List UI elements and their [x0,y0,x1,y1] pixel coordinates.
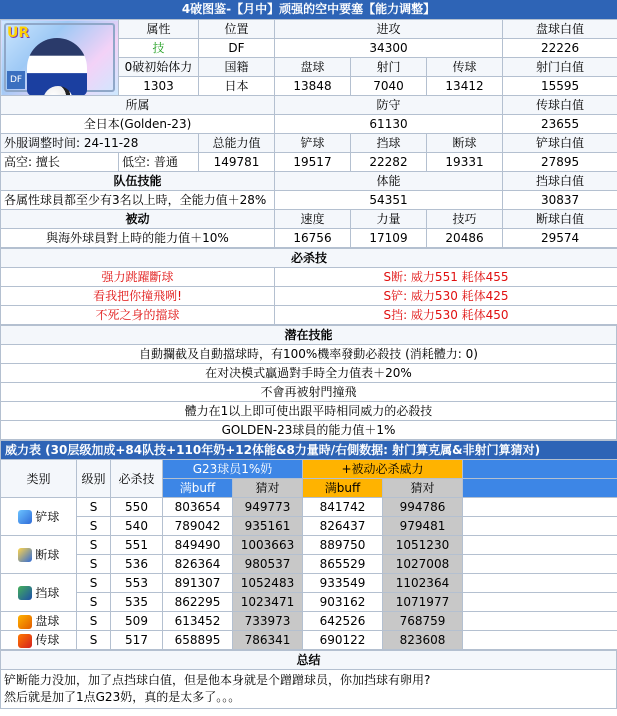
table-row [1,631,617,650]
stat-header: 盘球 [275,58,351,77]
stats-table [0,19,617,248]
passive-header: 被动 [1,210,275,229]
tackle-icon [18,510,32,524]
type-cell: 断球 [1,536,77,574]
value-cell: 994786 [383,498,463,517]
level-cell: S [77,593,111,612]
group-g23: G23球员1%奶 [163,460,303,479]
stat-header: 防守 [275,96,503,115]
stat-header: 技巧 [427,210,503,229]
stat-header: 所属 [1,96,275,115]
pass-icon [18,634,32,648]
value-cell: 849490 [163,536,233,555]
summary-line: 然后就是加了1点G23奶，真的是太多了。。。 [4,690,241,704]
value-cell: 823608 [383,631,463,650]
value-cell: 1003663 [233,536,303,555]
level-cell: S [77,612,111,631]
stat-header: 射门 [351,58,427,77]
team-skill-header: 队伍技能 [1,172,275,191]
stat-value: 全日本(Golden-23) [1,115,275,134]
stat-header: 国籍 [199,58,275,77]
summary-table [0,650,617,709]
stat-value: 61130 [275,115,503,134]
value-cell: 658895 [163,631,233,650]
value-cell: 642526 [303,612,383,631]
table-row [1,612,617,631]
power-table-title: 威力表 (30层级加成+84队技+110年奶+12体能&8力量時/右側数据: 射门算克属&非射门算猜对) [1,441,617,460]
value-cell: 1071977 [383,593,463,612]
block-icon [18,586,32,600]
level-cell: S [77,498,111,517]
summary-line: 铲断能力没加，加了点挡球白值，但是他本身就是个蹭蹭球员，你加挡球有卵用? [4,673,431,687]
stat-value: 149781 [199,153,275,172]
skill-detail: S挡: 威力530 耗体450 [275,306,617,325]
stat-header: 盘球白值 [503,20,617,39]
skill-cell: 550 [111,498,163,517]
latent-skill-line: GOLDEN-23球員的能力值＋1% [1,421,617,440]
type-cell: 铲球 [1,498,77,536]
skill-cell: 509 [111,612,163,631]
value-cell: 889750 [303,536,383,555]
sub-guess: 猜对 [233,479,303,498]
skill-name: 看我把你撞飛咧! [1,287,275,306]
latent-skill-line: 自動攔截及自動擋球時，有100%機率發動必殺技 (消耗體力: 0) [1,345,617,364]
stat-value: 30837 [503,191,617,210]
team-skill-text: 各属性球員都至少有3名以上時，全能力值＋28% [1,191,275,210]
type-cell: 盘球 [1,612,77,631]
blank-cell [463,593,617,612]
level-cell: S [77,536,111,555]
level-cell: S [77,574,111,593]
value-cell: 613452 [163,612,233,631]
stat-header: 属性 [119,20,199,39]
stat-value: 技 [119,39,199,58]
rarity-badge: UR [7,25,30,41]
value-cell: 865529 [303,555,383,574]
value-cell: 980537 [233,555,303,574]
latent-skill-line: 體力在1以上即可使出跟平時相同威力的必殺技 [1,402,617,421]
stat-header: 挡球 [351,134,427,153]
summary-text [1,670,617,709]
table-row [1,574,617,593]
col-type: 类别 [1,460,77,498]
stat-value: 54351 [275,191,503,210]
blank-cell [463,498,617,517]
stat-value: 13848 [275,77,351,96]
value-cell: 841742 [303,498,383,517]
sub-full-buff: 满buff [163,479,233,498]
stat-value: 19517 [275,153,351,172]
stat-value: 22282 [351,153,427,172]
table-row [1,498,617,517]
stat-value: 16756 [275,229,351,248]
stat-header: 铲球白值 [503,134,617,153]
level-cell: S [77,555,111,574]
value-cell: 1102364 [383,574,463,593]
value-cell: 935161 [233,517,303,536]
group-blank [463,460,617,479]
value-cell: 826364 [163,555,233,574]
level-cell: S [77,517,111,536]
value-cell: 826437 [303,517,383,536]
dribble-icon [18,615,32,629]
table-row [1,593,617,612]
stat-header: 断球 [427,134,503,153]
table-row [1,555,617,574]
skill-cell: 540 [111,517,163,536]
skill-name: 不死之身的擋球 [1,306,275,325]
stat-value: 日本 [199,77,275,96]
stat-header: 速度 [275,210,351,229]
aerial-high: 高空: 擅长 [1,153,119,172]
stat-header: 体能 [275,172,503,191]
value-cell: 803654 [163,498,233,517]
type-cell: 挡球 [1,574,77,612]
value-cell: 786341 [233,631,303,650]
blank-cell [463,574,617,593]
col-skill: 必杀技 [111,460,163,498]
stat-header: 断球白值 [503,210,617,229]
stat-header: 传球白值 [503,96,617,115]
value-cell: 1027008 [383,555,463,574]
col-level: 级别 [77,460,111,498]
special-skills-table [0,248,617,325]
type-cell: 传球 [1,631,77,650]
skill-cell: 536 [111,555,163,574]
blank-cell [463,555,617,574]
group-passive: +被动必杀威力 [303,460,463,479]
stat-value: 17109 [351,229,427,248]
skill-cell: 553 [111,574,163,593]
stat-value: 15595 [503,77,617,96]
skill-cell: 517 [111,631,163,650]
blank-cell [463,517,617,536]
stat-value: 19331 [427,153,503,172]
update-date: 外服调整时间: 24-11-28 [1,134,199,153]
power-table [0,440,617,650]
skill-name: 强力跳躍斷球 [1,268,275,287]
value-cell: 862295 [163,593,233,612]
value-cell: 903162 [303,593,383,612]
stat-value: 1303 [119,77,199,96]
special-skills-header: 必杀技 [1,249,617,268]
aerial-low: 低空: 普通 [119,153,199,172]
blank-cell [463,536,617,555]
stat-value: 29574 [503,229,617,248]
stat-value: 7040 [351,77,427,96]
value-cell: 733973 [233,612,303,631]
stat-header: 0破初始体力 [119,58,199,77]
stat-header: 铲球 [275,134,351,153]
value-cell: 979481 [383,517,463,536]
stat-value: 34300 [275,39,503,58]
position-tag: DF [7,71,25,89]
stat-value: 13412 [427,77,503,96]
table-row [1,517,617,536]
stat-value: 20486 [427,229,503,248]
value-cell: 1051230 [383,536,463,555]
level-cell: S [77,631,111,650]
passive-text: 與海外球員對上時的能力值＋10% [1,229,275,248]
sub-guess: 猜对 [383,479,463,498]
blank-cell [463,631,617,650]
skill-cell: 551 [111,536,163,555]
character-portrait [1,20,119,96]
stat-header: 进攻 [275,20,503,39]
value-cell: 690122 [303,631,383,650]
value-cell: 789042 [163,517,233,536]
latent-skills-header: 潜在技能 [1,326,617,345]
value-cell: 1052483 [233,574,303,593]
page-title: 4破图鉴-【月中】顽强的空中要塞【能力调整】 [0,0,617,19]
blank-cell [463,612,617,631]
value-cell: 891307 [163,574,233,593]
stat-header: 传球 [427,58,503,77]
value-cell: 933549 [303,574,383,593]
intercept-icon [18,548,32,562]
value-cell: 768759 [383,612,463,631]
stat-header: 位置 [199,20,275,39]
stat-value: DF [199,39,275,58]
skill-detail: S铲: 威力530 耗体425 [275,287,617,306]
summary-header: 总结 [1,651,617,670]
stat-value: 23655 [503,115,617,134]
value-cell: 949773 [233,498,303,517]
stat-header: 力量 [351,210,427,229]
stat-header: 挡球白值 [503,172,617,191]
sub-full-buff: 满buff [303,479,383,498]
skill-cell: 535 [111,593,163,612]
table-row [1,536,617,555]
stat-header: 射门白值 [503,58,617,77]
latent-skill-line: 在对决模式贏過對手時全力值表＋20% [1,364,617,383]
stat-value: 27895 [503,153,617,172]
latent-skills-table [0,325,617,440]
sub-blank [463,479,617,498]
value-cell: 1023471 [233,593,303,612]
latent-skill-line: 不會再被射門撞飛 [1,383,617,402]
stat-value: 22226 [503,39,617,58]
skill-detail: S断: 威力551 耗体455 [275,268,617,287]
stat-header: 总能力值 [199,134,275,153]
